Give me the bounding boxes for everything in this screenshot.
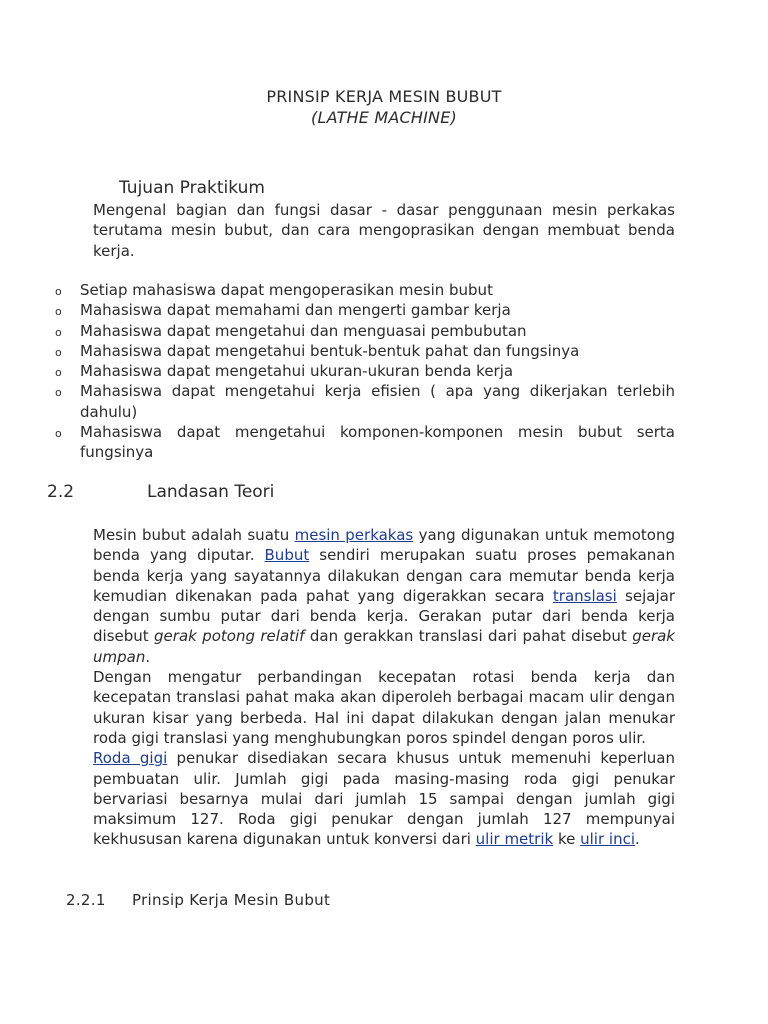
link-bubut[interactable]: Bubut	[264, 546, 310, 565]
list-item: o Mahasiswa dapat mengetahui komponen-komponen mesin bubut serta fungsinya	[55, 423, 675, 462]
landasan-paragraph-3: Roda gigi penukar disediakan secara khusus untuk memenuhi keperluan pembuatan ulir. Jumlah gigi pada masing-masing roda gigi penukar bervariasi besarnya mulai dari jumlah 15 sampai dengan jumlah gigi maksimum 127. Roda gigi penukar dengan jumlah 127 mempunyai kekhususan karena digunakan untuk konversi dari ulir metrik ke ulir inci.	[93, 749, 675, 849]
list-item: o Mahasiswa dapat mengetahui bentuk-bentuk pahat dan fungsinya	[55, 341, 675, 361]
link-mesin-perkakas[interactable]: mesin perkakas	[294, 526, 414, 544]
landasan-heading	[47, 481, 274, 503]
bullet-marker: o	[55, 345, 62, 359]
link-translasi[interactable]: translasi	[552, 586, 617, 605]
link-ulir-inci[interactable]: ulir inci	[580, 830, 635, 849]
prinsip-heading	[66, 890, 330, 910]
list-item: o Mahasiswa dapat mengetahui ukuran-ukuran benda kerja	[55, 361, 675, 381]
bullet-marker: o	[55, 285, 62, 298]
subsection-title: Prinsip Kerja Mesin Bubut	[132, 891, 331, 909]
subsection-number: 2.2.1	[66, 891, 106, 909]
landasan-paragraph-2: Dengan mengatur perbandingan kecepatan rotasi benda kerja dan kecepatan translasi pahat maka akan diperoleh berbagai macam ulir dengan ukuran kisar yang berbeda. Hal ini dapat dilakukan dengan jalan menukar roda gigi translasi yang menghubungkan poros spindel dengan poros ulir.	[93, 668, 675, 747]
bullet-marker: o	[55, 427, 62, 441]
title-main: PRINSIP KERJA MESIN BUBUT	[266, 87, 502, 106]
list-item: o Mahasiswa dapat mengetahui kerja efisien ( apa yang dikerjakan terlebih dahulu)	[55, 382, 675, 421]
tujuan-list	[55, 280, 675, 463]
list-item: o Mahasiswa dapat memahami dan mengerti gambar kerja	[55, 300, 675, 320]
term-gerak-umpan: gerak umpan	[93, 627, 675, 666]
tujuan-heading: Tujuan Praktikum	[119, 178, 265, 198]
document-title	[0, 86, 768, 128]
section-number: 2.2	[47, 482, 75, 502]
bullet-marker: o	[55, 325, 62, 339]
title-subtitle: (LATHE MACHINE)	[311, 108, 457, 127]
bullet-marker: o	[55, 305, 62, 319]
link-roda-gigi[interactable]: Roda gigi	[93, 749, 168, 768]
bullet-marker: o	[55, 386, 62, 400]
tujuan-intro: Mengenal bagian dan fungsi dasar - dasar penggunaan mesin perkakas terutama mesin bubut, dan cara mengoprasikan dengan membuat benda kerja.	[93, 201, 675, 260]
bullet-marker: o	[55, 366, 62, 380]
section-title: Landasan Teori	[147, 482, 275, 502]
list-item: o Mahasiswa dapat mengetahui dan menguasai pembubutan	[55, 321, 675, 341]
landasan-paragraph-1: Mesin bubut adalah suatu mesin perkakas yang digunakan untuk memotong benda yang diputar. Bubut sendiri merupakan suatu proses pemakanan benda kerja yang sayatannya dilakukan dengan cara memutar benda kerja kemudian dikenakan pada pahat yang digerakkan secara translasi sejajar dengan sumbu putar dari benda kerja. Gerakan putar dari benda kerja disebut gerak potong relatif dan gerakkan translasi dari pahat disebut gerak umpan.	[93, 526, 676, 666]
list-item: o Setiap mahasiswa dapat mengoperasikan mesin bubut	[55, 280, 675, 300]
term-gerak-potong-relatif: gerak potong relatif	[154, 627, 305, 646]
landasan-body	[93, 525, 675, 850]
link-ulir-metrik[interactable]: ulir metrik	[475, 830, 554, 849]
